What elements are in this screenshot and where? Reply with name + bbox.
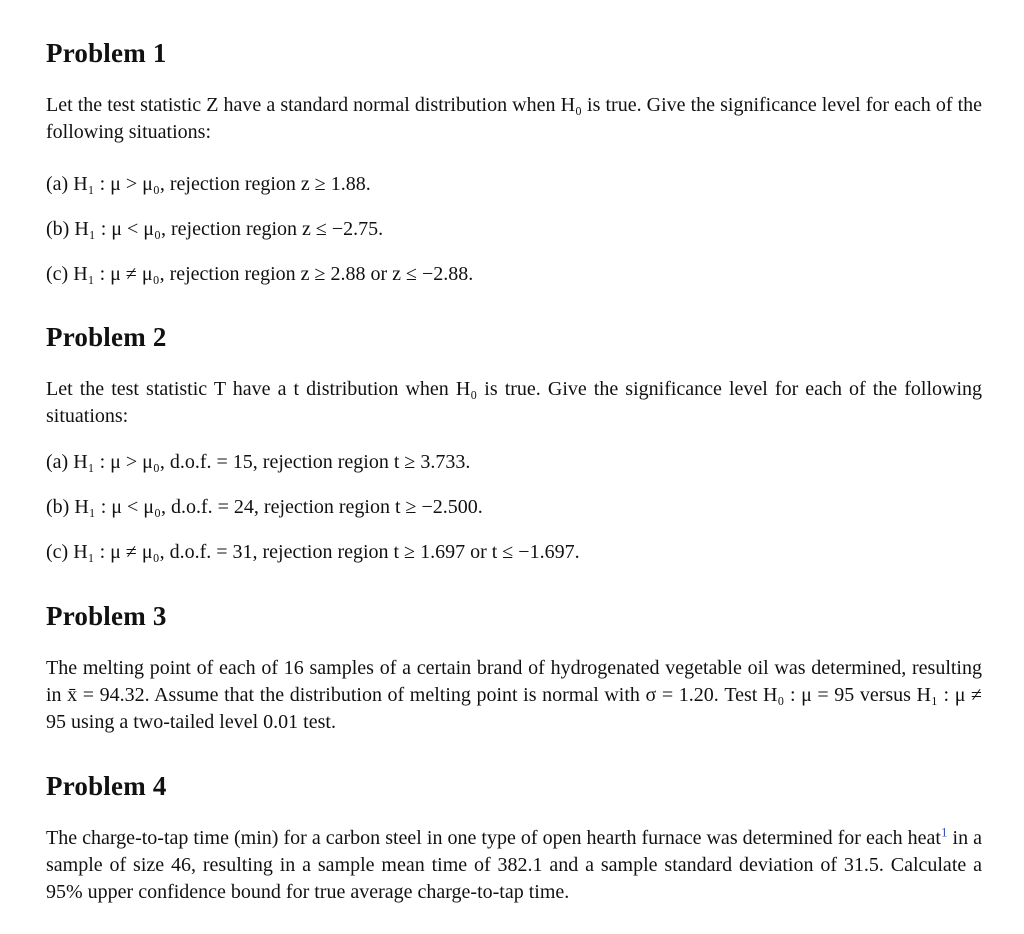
problem-2-heading: Problem 2: [46, 322, 167, 352]
problem-4-text-before: The charge-to-tap time (min) for a carbon steel in one type of open hearth furnace was determined for each heat: [46, 827, 941, 849]
problem-1-item-b: (b) H₁ : μ < μ₀, rejection region z ≤ −2.75.: [46, 218, 384, 240]
problem-1-heading: Problem 1: [46, 38, 167, 68]
problem-4-heading: Problem 4: [46, 771, 167, 801]
problem-3-heading: Problem 3: [46, 601, 167, 631]
problem-1-text: Let the test statistic Z have a standard normal distribution when H₀ is true. Give the significance level for each of the following situations:: [46, 94, 982, 143]
problem-2-item-a: (a) H₁ : μ > μ₀, d.o.f. = 15, rejection region t ≥ 3.733.: [46, 451, 471, 473]
problem-3-text: The melting point of each of 16 samples of a certain brand of hydrogenated vegetable oil was determined, resulting in x̄ = 94.32. Assume that the distribution of melting point is normal with σ = 1.20. Test H₀ : μ = 95 versus H₁ : μ ≠ 95 using a two-tailed level 0.01 test.: [46, 657, 982, 733]
problem-2-item-c: (c) H₁ : μ ≠ μ₀, d.o.f. = 31, rejection region t ≥ 1.697 or t ≤ −1.697.: [46, 541, 580, 563]
problem-4-text: [46, 825, 982, 906]
problem-2-text: Let the test statistic T have a t distribution when H₀ is true. Give the significance level for each of the following situations:: [46, 378, 982, 427]
problem-2-item-b: (b) H₁ : μ < μ₀, d.o.f. = 24, rejection region t ≥ −2.500.: [46, 496, 483, 518]
problem-1-item-c: (c) H₁ : μ ≠ μ₀, rejection region z ≥ 2.88 or z ≤ −2.88.: [46, 263, 474, 285]
footnote-marker[interactable]: 1: [940, 824, 948, 840]
problem-1-item-a: (a) H₁ : μ > μ₀, rejection region z ≥ 1.88.: [46, 173, 371, 195]
problem-4-text-after: in a sample of size 46, resulting in a sample mean time of 382.1 and a sample standard deviation of 31.5. Calculate a 95% upper confidence bound for true average charge-to-tap time.: [46, 827, 982, 903]
